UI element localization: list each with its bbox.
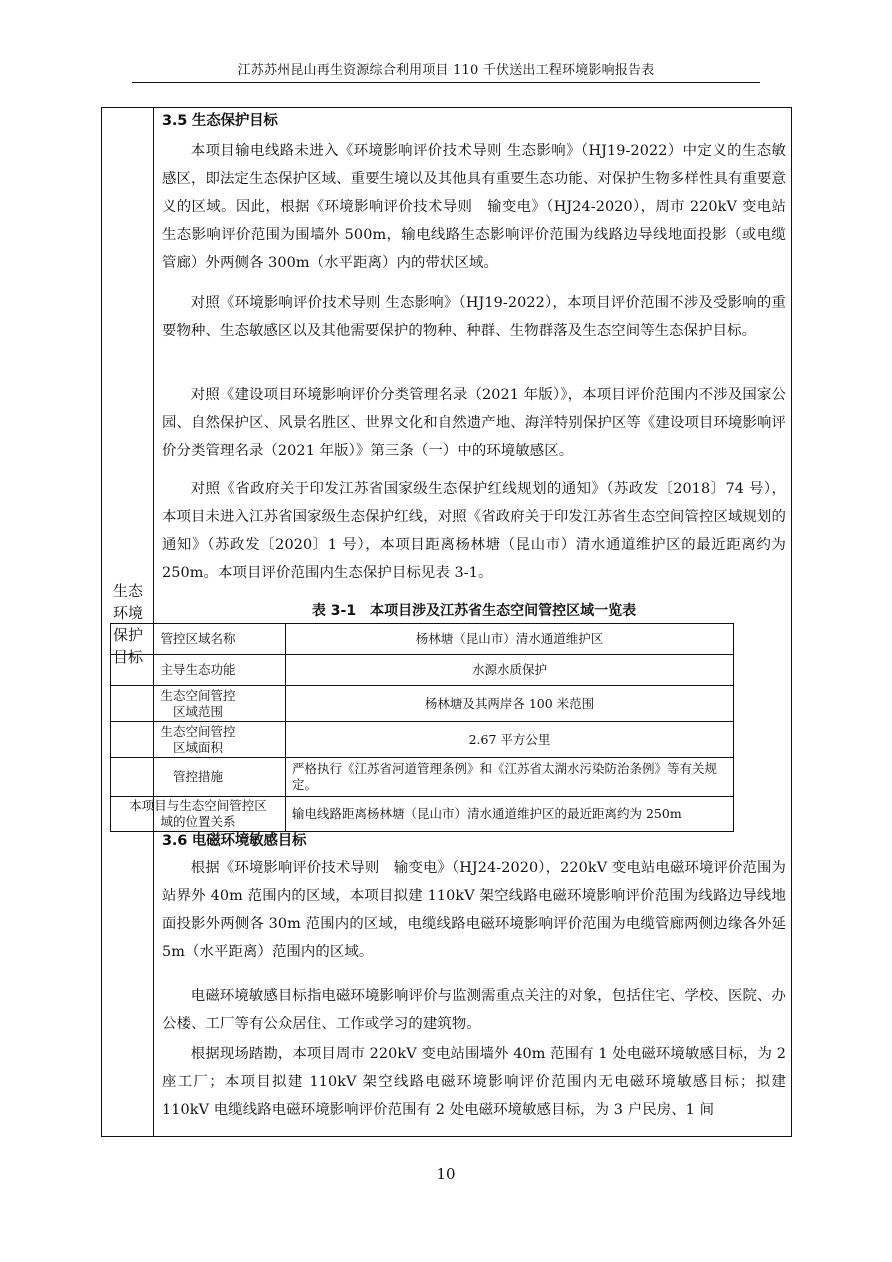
table-cell-label: 主导生态功能 bbox=[111, 655, 286, 686]
table-cell-label: 生态空间管控 区域面积 bbox=[111, 722, 286, 758]
table-caption: 表 3-1 本项目涉及江苏省生态空间管控区域一览表 bbox=[311, 603, 637, 619]
category-column bbox=[102, 108, 154, 1136]
category-label-line: 保护 bbox=[112, 626, 143, 644]
table-cell-value: 杨林塘及其两岸各 100 米范围 bbox=[286, 686, 734, 722]
table-cell-label: 管控区域名称 bbox=[111, 624, 286, 655]
table-row bbox=[111, 655, 734, 686]
table-cell-value: 水源水质保护 bbox=[286, 655, 734, 686]
table-row bbox=[111, 722, 734, 758]
table-cell-value: 严格执行《江苏省河道管理条例》和《江苏省太湖水污染防治条例》等有关规定。 bbox=[286, 758, 734, 797]
table-cell-label: 管控措施 bbox=[111, 758, 286, 797]
table-row bbox=[111, 758, 734, 797]
table-row bbox=[111, 624, 734, 655]
header-rule bbox=[132, 82, 760, 83]
table-cell-value: 2.67 平方公里 bbox=[286, 722, 734, 758]
category-label-line: 目标 bbox=[112, 648, 143, 666]
table-row bbox=[111, 797, 734, 832]
control-area-table bbox=[110, 623, 734, 832]
table-cell-value: 杨林塘（昆山市）清水通道维护区 bbox=[286, 624, 734, 655]
table-row bbox=[111, 686, 734, 722]
table-cell-label: 本项目与生态空间管控区 域的位置关系 bbox=[111, 797, 286, 832]
section-3-6-paragraph: 根据现场踏勘，本项目周市 220kV 变电站围墙外 40m 范围有 1 处电磁环境敏感目标，为 2 座工厂；本项目拟建 110kV 架空线路电磁环境影响评价范围内无电磁环境敏感目标；拟建 110kV 电缆线路电磁环境影响评价范围有 2 处电磁环境敏感目标，为 3 户民房、1 间 bbox=[162, 1046, 786, 1118]
category-label-line: 生态 bbox=[112, 582, 143, 600]
section-3-6-paragraph: 根据《环境影响评价技术导则 输变电》（HJ24-2020），220kV 变电站电磁环境评价范围为站界外 40m 范围内的区域，本项目拟建 110kV 架空线路电磁环境影响评价范围为线路边导线地面投影外两侧各 30m 范围内的区域，电缆线路电磁环境影响评价范围为电缆管廊两侧边缘各外延 5m（水平距离）范围内的区域。 bbox=[162, 860, 786, 960]
content-frame bbox=[101, 107, 792, 1137]
page-number: 10 bbox=[436, 1165, 456, 1183]
section-3-5-paragraph: 对照《环境影响评价技术导则 生态影响》（HJ19-2022），本项目评价范围不涉及受影响的重要物种、生态敏感区以及其他需要保护的物种、种群、生物群落及生态空间等生态保护目标。 bbox=[162, 295, 786, 339]
section-3-6-title: 3.6 电磁环境敏感目标 bbox=[162, 833, 307, 849]
table-cell-value: 输电线路距离杨林塘（昆山市）清水通道维护区的最近距离约为 250m bbox=[286, 797, 734, 832]
section-3-6-paragraph: 电磁环境敏感目标指电磁环境影响评价与监测需重点关注的对象，包括住宅、学校、医院、办公楼、工厂等有公众居住、工作或学习的建筑物。 bbox=[162, 988, 786, 1032]
table-cell-label: 生态空间管控 区域范围 bbox=[111, 686, 286, 722]
document-header: 江苏苏州昆山再生资源综合利用项目 110 千伏送出工程环境影响报告表 bbox=[237, 63, 655, 78]
category-label-line: 环境 bbox=[112, 604, 143, 622]
section-3-5-paragraph: 对照《省政府关于印发江苏省国家级生态保护红线规划的通知》（苏政发〔2018〕74 号），本项目未进入江苏省国家级生态保护红线，对照《省政府关于印发江苏省生态空间管控区域规划的通知》（苏政发〔2020〕1 号），本项目距离杨林塘（昆山市）清水通道维护区的最近距离约为 250m。本项目评价范围内生态保护目标见表 3-1。 bbox=[162, 481, 786, 581]
section-3-5-paragraph: 本项目输电线路未进入《环境影响评价技术导则 生态影响》（HJ19-2022）中定义的生态敏感区，即法定生态保护区域、重要生境以及其他具有重要生态功能、对保护生物多样性具有重要意义的区域。因此，根据《环境影响评价技术导则 输变电》（HJ24-2020），周市 220kV 变电站生态影响评价范围为围墙外 500m，输电线路生态影响评价范围为线路边导线地面投影（或电缆管廊）外两侧各 300m（水平距离）内的带状区域。 bbox=[162, 143, 786, 271]
section-3-5-title: 3.5 生态保护目标 bbox=[162, 113, 278, 129]
section-3-5-paragraph: 对照《建设项目环境影响评价分类管理名录（2021 年版）》，本项目评价范围内不涉及国家公园、自然保护区、风景名胜区、世界文化和自然遗产地、海洋特别保护区等《建设项目环境影响评价分类管理名录（2021 年版）》第三条（一）中的环境敏感区。 bbox=[162, 387, 786, 459]
